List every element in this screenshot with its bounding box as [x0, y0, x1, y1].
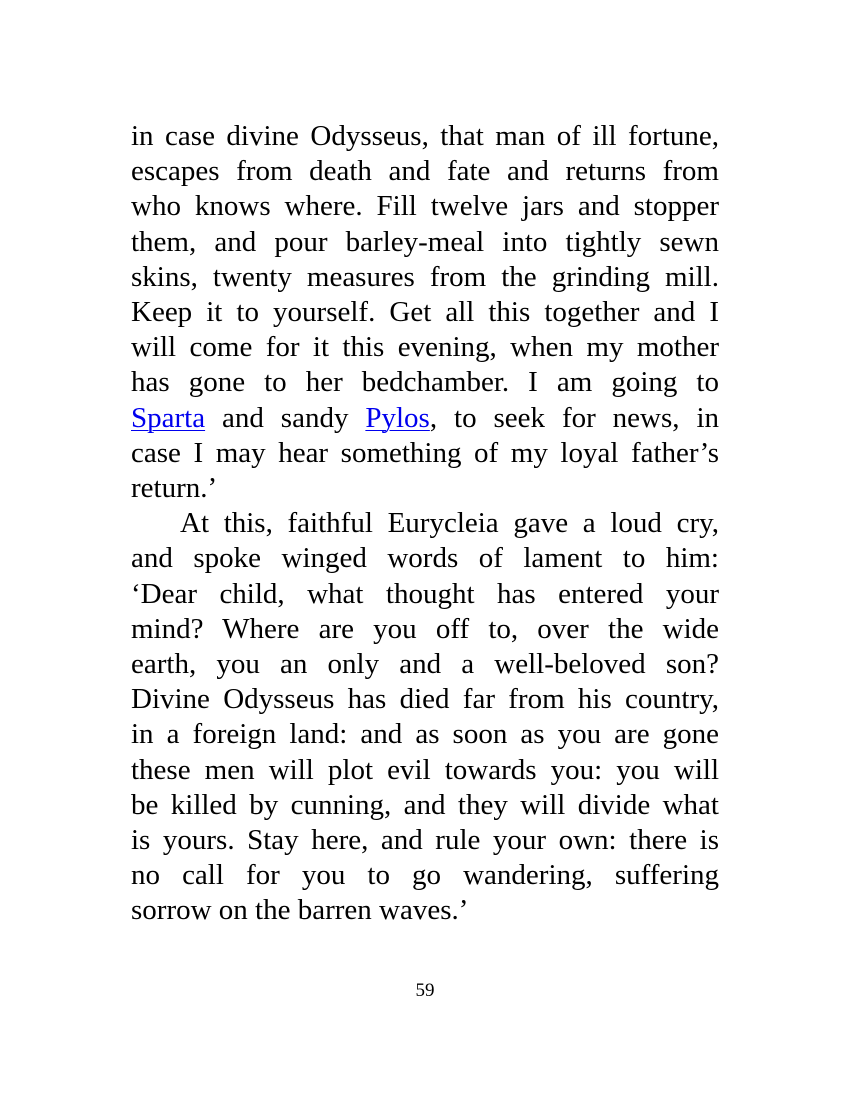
- text-line: earth, you an only and a well-beloved son?: [131, 648, 719, 681]
- pylos-link[interactable]: Pylos: [365, 401, 430, 434]
- text-line: Keep it to yourself. Get all this together and I: [131, 296, 719, 329]
- text-line: will come for it this evening, when my mother: [131, 331, 719, 364]
- text-line: no call for you to go wandering, suffering: [131, 859, 719, 892]
- sparta-link[interactable]: Sparta: [131, 401, 206, 434]
- text-line: in case divine Odysseus, that man of ill fortune,: [131, 120, 719, 152]
- text-line: them, and pour barley-meal into tightly sewn: [131, 225, 719, 258]
- body-text: [131, 119, 719, 929]
- text-line: is yours. Stay here, and rule your own: there is: [131, 824, 719, 857]
- text-line: At this, faithful Eurycleia gave a loud cry,: [180, 507, 719, 540]
- paragraph: [131, 119, 719, 506]
- text-line-with-links: [131, 401, 719, 436]
- text-line: in a foreign land: and as soon as you are gone: [131, 718, 719, 751]
- text-line: ‘Dear child, what thought has entered your: [131, 577, 719, 610]
- text-line: mind? Where are you off to, over the wide: [131, 612, 719, 645]
- text-line: has gone to her bedchamber. I am going to: [131, 366, 719, 399]
- text-line: sorrow on the barren waves.’: [131, 894, 469, 927]
- text-line: escapes from death and fate and returns from: [131, 155, 719, 188]
- page-number: 59: [415, 980, 435, 1001]
- text-line: skins, twenty measures from the grinding mill.: [131, 260, 719, 293]
- text-line: and spoke winged words of lament to him:: [131, 542, 719, 575]
- text-line: these men will plot evil towards you: you will: [131, 753, 719, 786]
- text-fragment: , to seek for news, in: [429, 401, 719, 434]
- text-line: who knows where. Fill twelve jars and stopper: [131, 190, 719, 223]
- text-line: case I may hear something of my loyal father’s: [131, 436, 719, 469]
- text-fragment: and sandy: [205, 401, 366, 434]
- text-line: Divine Odysseus has died far from his country,: [131, 683, 719, 716]
- paragraph: [131, 506, 719, 928]
- text-line: return.’: [131, 472, 218, 505]
- text-line: be killed by cunning, and they will divide what: [131, 788, 719, 821]
